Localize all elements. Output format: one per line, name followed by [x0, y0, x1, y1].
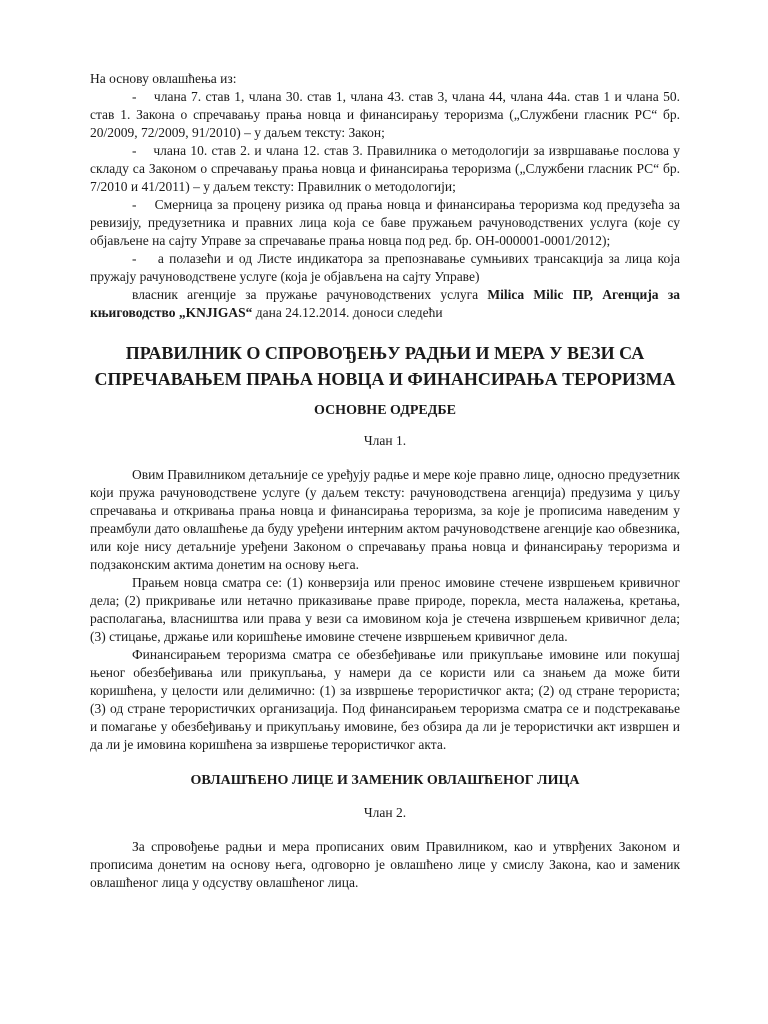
document-page [90, 70, 680, 892]
authority-item: - Смерница за процену ризика од прања новца и финансирања тероризма код предузећа за ревизију, предузетника и правних лица која се баве пружањем рачуноводствених услуга (које су објављене на сајту Управе за спречавање прања новца под ред. бр. ОН-000001-0001/2012); [90, 197, 680, 248]
article-paragraph: Финансирањем тероризма сматра се обезбеђивање или прикупљање имовине или покушај њеног обезбеђивања или прикупљања, у намери да се користи или са знањем да може бити коришћена, у целости или делимично: (1) за извршење терористичког акта; (2) од стране терориста; (3) од стране терористичких организација. Под финансирањем тероризма сматра се и подстрекавање и помагање у обезбеђивању и прикупљању имовине, без обзира да ли је терористички акт извршен и да ли је имовина коришћена за извршење терористичког акта. [90, 647, 680, 752]
document-title: ПРАВИЛНИК О СПРОВОЂЕЊУ РАДЊИ И МЕРА У ВЕЗИ СА СПРЕЧАВАЊЕМ ПРАЊА НОВЦА И ФИНАНСИРАЊА ТЕРОРИЗМА [94, 343, 676, 389]
issuer-suffix: дана 24.12.2014. доноси следећи [252, 305, 443, 320]
issuer-statement [90, 286, 680, 322]
section-heading-authorized-person: ОВЛАШЋЕНО ЛИЦЕ И ЗАМЕНИК ОВЛАШЋЕНОГ ЛИЦА [190, 773, 580, 788]
authority-item: - члана 7. став 1, члана 30. став 1, члана 43. став 3, члана 44, члана 44а. став 1 и члана 50. став 1. Закона о спречавању прања новца и финансирању тероризма („Службени гласник РС“ бр. 20/2009, 72/2009, 91/2010) – у даљем тексту: Закон; [90, 89, 680, 140]
article-paragraph: Прањем новца сматра се: (1) конверзија или пренос имовине стечене извршењем кривичног дела; (2) прикривање или нетачно приказивање праве природе, порекла, места налажења, кретања, располагања, власништва или права у вези са имовином која је стечена извршењем кривичног дела; (3) стицање, држање или коришћење имовине стечене извршењем кривичног дела. [90, 575, 680, 644]
issuer-name: Milica Milic ПР, Агенција за књиговодство „KNJIGAS“ [90, 287, 680, 320]
section-heading-basic: ОСНОВНЕ ОДРЕДБЕ [314, 403, 456, 418]
article-number: Члан 2. [363, 805, 407, 820]
authority-item: - члана 10. став 2. и члана 12. став 3. Правилника о методологији за извршавање послова у складу са Законом о спречавању прања новца и финансирања тероризма („Службени гласник РС“ бр. 7/2010 и 41/2011) – у даљем тексту: Правилник о методологији; [90, 143, 680, 194]
issuer-prefix: власник агенције за пружање рачуноводствених услуга [132, 287, 488, 302]
article-paragraph: За спровођење радњи и мера прописаних овим Правилником, као и утврђених Законом и прописима донетим на основу њега, одговорно је овлашћено лице у смислу Закона, као и заменик овлашћеног лица у одсуству овлашћеног лица. [90, 839, 680, 890]
article-number: Члан 1. [363, 433, 407, 448]
article-paragraph: Овим Правилником детаљније се уређују радње и мере које правно лице, односно предузетник који пружа рачуноводствене услуге (у даљем тексту: рачуноводствена агенција) предузима у циљу спречавања и откривања прања новца и финансирања тероризма, за које је прописима наведеним у преамбули дато овлашћење да буду уређени интерним актом рачуноводствене агенције као обвезника, или које нису детаљније уређени Законом о спречавању прања новца и финансирању тероризма и подзаконским актима донетим на основу њега. [90, 467, 680, 572]
authority-item: - а полазећи и од Листе индикатора за препознавање сумњивих трансакција за лица која пружају рачуноводствене услуге (која је објављена на сајту Управе) [90, 251, 680, 284]
intro-line: На основу овлашћења из: [90, 71, 237, 86]
